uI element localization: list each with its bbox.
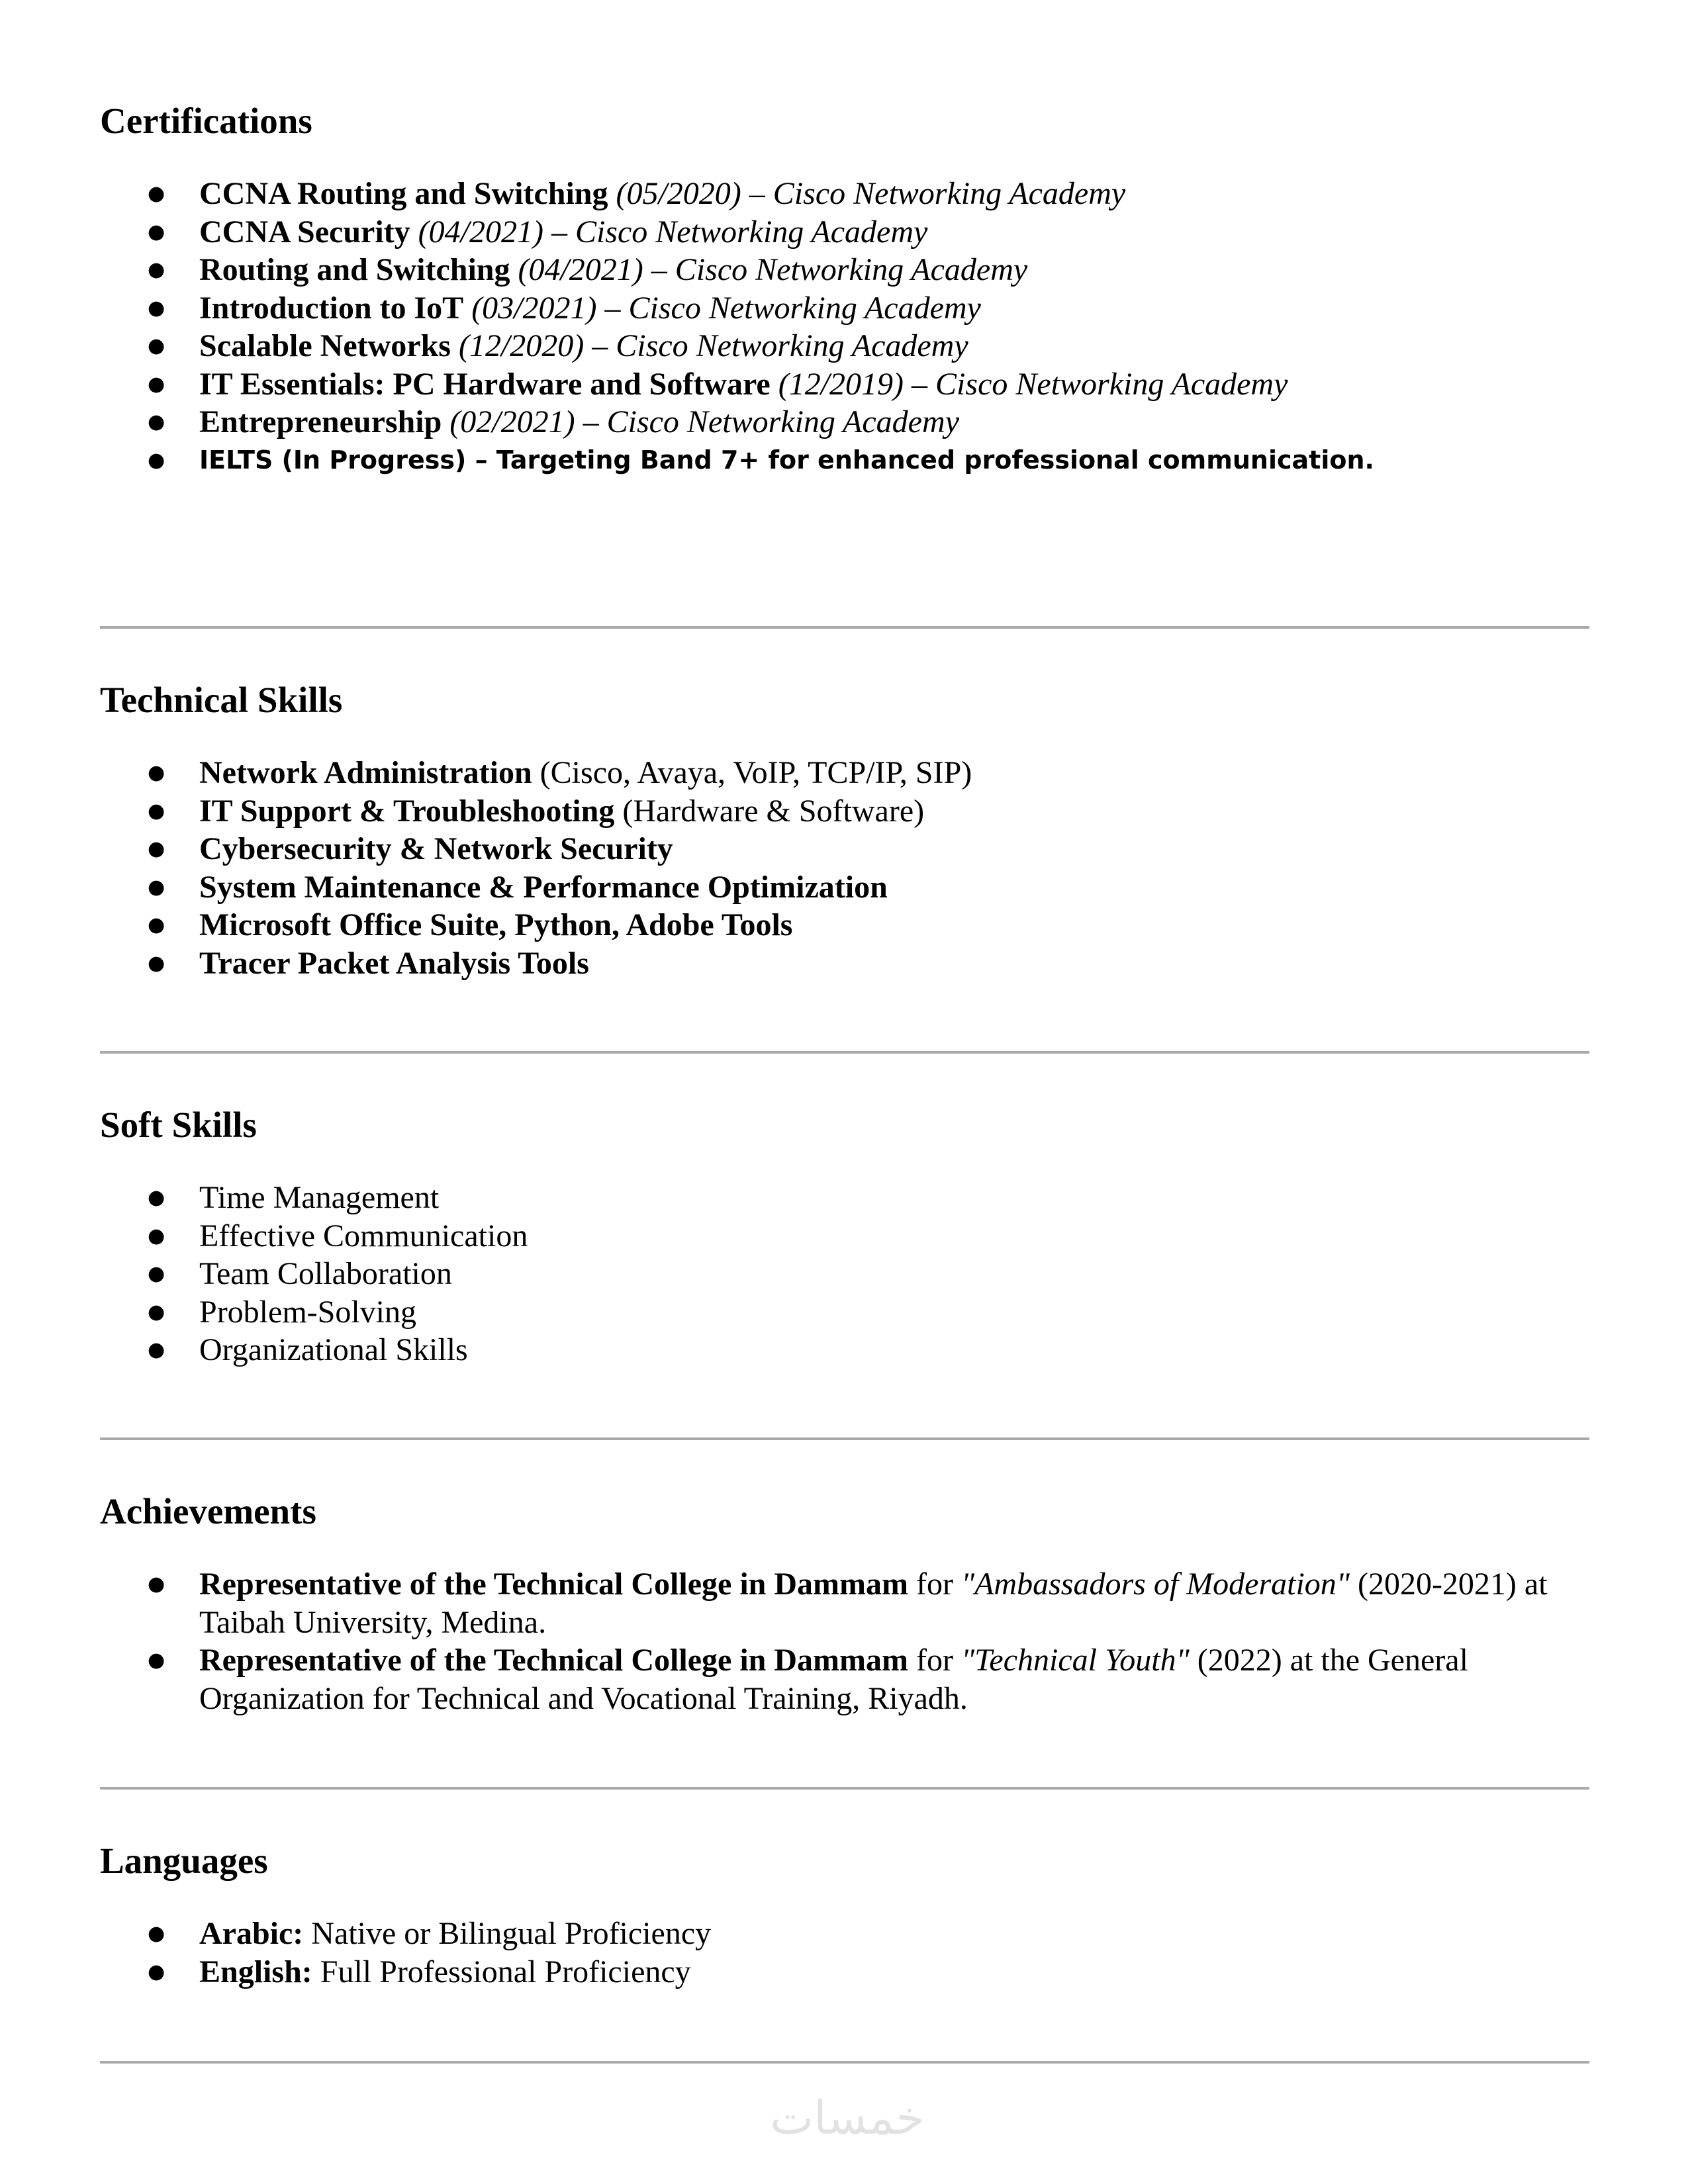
section-title: Achievements: [100, 1491, 316, 1531]
bullet-icon: ●: [148, 799, 165, 823]
certification-issuer: – Cisco Networking Academy: [741, 176, 1126, 211]
certification-date: (02/2021): [449, 404, 575, 439]
certification-issuer: – Cisco Networking Academy: [596, 290, 981, 326]
certification-name: Entrepreneurship: [199, 404, 442, 439]
list-item: [100, 830, 1589, 868]
bullet-icon: ●: [148, 1649, 165, 1672]
list-item: [100, 213, 1589, 251]
achievement-details: (2020-2021) at Taibah University, Medina.: [199, 1567, 1548, 1640]
list-item: [100, 1293, 1589, 1332]
certification-date: (05/2020): [616, 176, 741, 211]
list-item: [100, 1179, 1589, 1217]
certification-issuer: – Cisco Networking Academy: [643, 252, 1028, 287]
achievements-list: [100, 1565, 1589, 1717]
bullet-icon: ●: [148, 182, 165, 205]
achievement-role: Representative of the Technical College in Dammam: [199, 1643, 908, 1678]
certification-date: (04/2021): [418, 214, 543, 250]
list-item: [100, 251, 1589, 289]
certification-issuer: – Cisco Networking Academy: [543, 214, 928, 250]
certification-date: (12/2020): [458, 328, 585, 363]
bullet-icon: ●: [148, 372, 165, 396]
bullet-icon: ●: [148, 410, 165, 433]
skill-name: IT Support & Troubleshooting: [199, 793, 615, 829]
language-name: Arabic:: [199, 1916, 304, 1951]
certification-name: CCNA Security: [199, 214, 410, 250]
language-level: Full Professional Proficiency: [312, 1954, 691, 1989]
achievement-program: "Technical Youth": [961, 1643, 1190, 1678]
bullet-icon: ●: [148, 1922, 165, 1945]
list-item: [100, 868, 1589, 907]
skill-detail: (Cisco, Avaya, VoIP, TCP/IP, SIP): [532, 755, 972, 790]
certification-date: (12/2019): [778, 366, 904, 402]
ielts-text: IELTS (In Progress) – Targeting Band 7+ for enhanced professional communication.: [199, 445, 1374, 475]
list-item-ielts: [100, 441, 1589, 480]
bullet-icon: ●: [148, 1338, 165, 1361]
list-item: [100, 754, 1589, 792]
skill-detail: (Hardware & Software): [614, 793, 925, 829]
bullet-icon: ●: [148, 951, 165, 975]
section-divider: [100, 2061, 1589, 2064]
list-item: [100, 792, 1589, 831]
soft-skill: Effective Communication: [199, 1218, 528, 1253]
list-item: [100, 1953, 1589, 1991]
skill-name: Cybersecurity & Network Security: [199, 831, 673, 866]
bullet-icon: ●: [148, 1960, 165, 1983]
soft-skill: Time Management: [199, 1180, 440, 1215]
bullet-icon: ●: [148, 913, 165, 936]
bullet-icon: ●: [148, 220, 165, 244]
watermark-logo: خمسات: [770, 2091, 925, 2145]
certification-issuer: – Cisco Networking Academy: [575, 404, 959, 439]
bullet-icon: ●: [148, 334, 165, 357]
certification-name: Scalable Networks: [199, 328, 451, 363]
achievement-role: Representative of the Technical College in Dammam: [199, 1567, 908, 1602]
bullet-icon: ●: [148, 1572, 165, 1596]
list-item: [100, 1217, 1589, 1255]
certification-name: IT Essentials: PC Hardware and Software: [199, 366, 771, 402]
list-item: [100, 1255, 1589, 1293]
list-item: [100, 1915, 1589, 1953]
list-item: [100, 175, 1589, 213]
language-name: English:: [199, 1954, 312, 1989]
achievement-connector: for: [908, 1643, 961, 1678]
section-title: Languages: [100, 1841, 268, 1881]
list-item: [100, 365, 1589, 404]
bullet-icon: ●: [148, 448, 165, 472]
certification-name: Routing and Switching: [199, 252, 510, 287]
achievement-details: (2022) at the General Organization for Technical and Vocational Training, Riyadh.: [199, 1643, 1468, 1716]
achievement-connector: for: [908, 1567, 961, 1602]
bullet-icon: ●: [148, 761, 165, 784]
language-level: Native or Bilingual Proficiency: [303, 1916, 712, 1951]
certifications-list: [100, 175, 1589, 479]
bullet-icon: ●: [148, 875, 165, 899]
list-item: [100, 906, 1589, 944]
skill-name: Microsoft Office Suite, Python, Adobe Tools: [199, 907, 793, 942]
section-divider: [100, 626, 1589, 629]
soft-skills-section: [100, 1102, 1589, 1369]
list-item: [100, 327, 1589, 365]
list-item: [100, 1331, 1589, 1369]
skill-name: System Maintenance & Performance Optimization: [199, 869, 888, 905]
certification-issuer: – Cisco Networking Academy: [904, 366, 1288, 402]
soft-skill: Organizational Skills: [199, 1332, 468, 1367]
section-divider: [100, 1437, 1589, 1440]
bullet-icon: ●: [148, 296, 165, 320]
section-title: Technical Skills: [100, 680, 343, 720]
technical-skills-list: [100, 754, 1589, 982]
list-item: [100, 944, 1589, 983]
bullet-icon: ●: [148, 1262, 165, 1285]
technical-skills-section: [100, 677, 1589, 982]
section-divider: [100, 1787, 1589, 1790]
list-item: [100, 1641, 1589, 1717]
soft-skills-list: [100, 1179, 1589, 1369]
certification-issuer: – Cisco Networking Academy: [584, 328, 968, 363]
certification-date: (04/2021): [518, 252, 643, 287]
section-title: Certifications: [100, 101, 312, 141]
section-divider: [100, 1051, 1589, 1054]
bullet-icon: ●: [148, 837, 165, 860]
soft-skill: Problem-Solving: [199, 1294, 417, 1330]
list-item: [100, 289, 1589, 328]
list-item: [100, 403, 1589, 441]
achievement-program: "Ambassadors of Moderation": [961, 1567, 1350, 1602]
languages-section: [100, 1838, 1589, 1991]
skill-name: Network Administration: [199, 755, 532, 790]
soft-skill: Team Collaboration: [199, 1256, 452, 1291]
achievements-section: [100, 1488, 1589, 1717]
skill-name: Tracer Packet Analysis Tools: [199, 945, 589, 981]
section-title: Soft Skills: [100, 1105, 257, 1145]
bullet-icon: ●: [148, 1186, 165, 1209]
certification-name: CCNA Routing and Switching: [199, 176, 608, 211]
bullet-icon: ●: [148, 1224, 165, 1248]
certifications-section: [100, 98, 1589, 479]
certification-name: Introduction to IoT: [199, 290, 464, 326]
languages-list: [100, 1915, 1589, 1991]
bullet-icon: ●: [148, 258, 165, 281]
list-item: [100, 1565, 1589, 1641]
certification-date: (03/2021): [471, 290, 597, 326]
bullet-icon: ●: [148, 1300, 165, 1324]
